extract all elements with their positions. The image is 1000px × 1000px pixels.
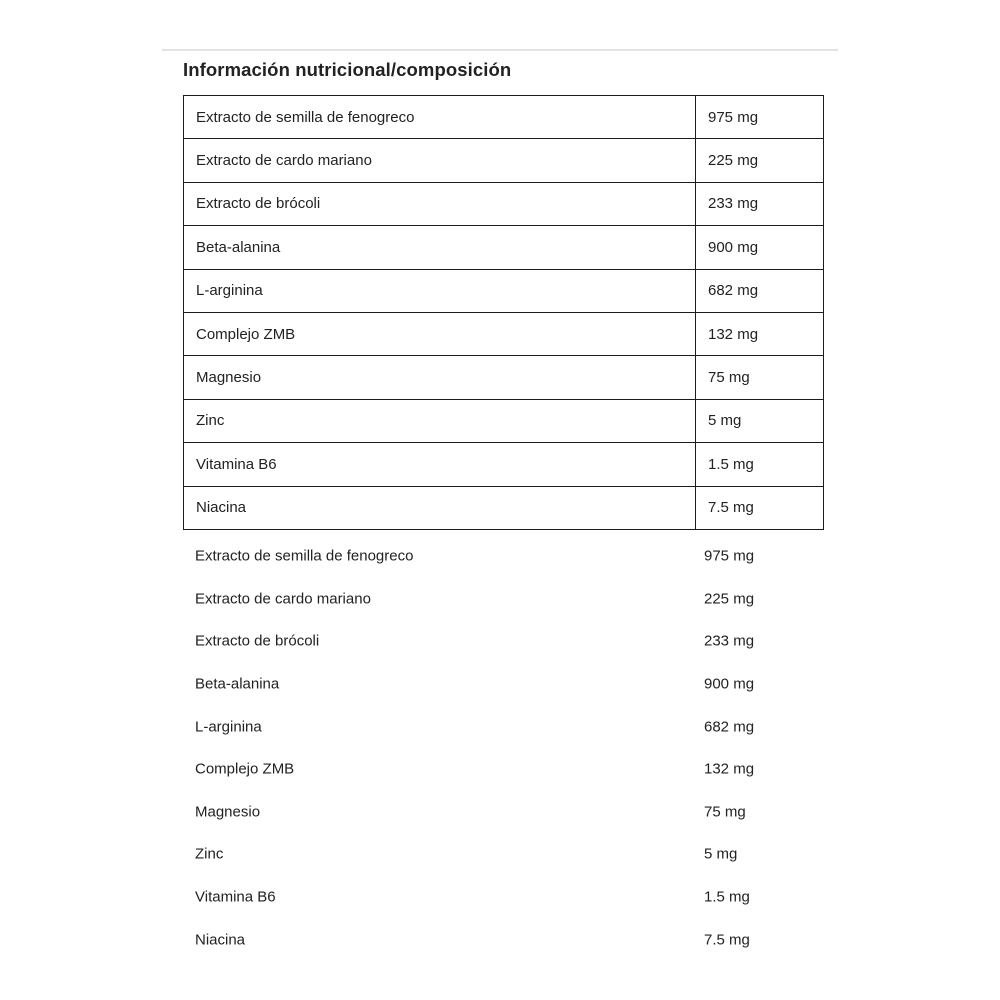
ingredient-amount: 900 mg (696, 226, 824, 269)
list-item (183, 833, 823, 876)
ingredient-name: L-arginina (195, 718, 262, 736)
ingredient-name: Magnesio (184, 356, 696, 399)
ingredient-amount: 233 mg (704, 632, 755, 650)
ingredient-amount: 7.5 mg (696, 486, 824, 529)
ingredient-name: L-arginina (184, 269, 696, 312)
ingredient-amount: 225 mg (696, 139, 824, 182)
ingredient-amount: 5 mg (696, 399, 824, 442)
nutrition-list-plain (183, 535, 823, 961)
table-row (184, 139, 824, 182)
ingredient-name: Vitamina B6 (184, 443, 696, 486)
ingredient-name: Extracto de semilla de fenogreco (195, 547, 414, 565)
table-row (184, 226, 824, 269)
table-row (184, 443, 824, 486)
ingredient-amount: 900 mg (704, 675, 755, 693)
ingredient-name: Vitamina B6 (195, 888, 276, 906)
table-row (184, 312, 824, 355)
ingredient-amount: 682 mg (704, 718, 755, 736)
table-row (184, 182, 824, 225)
table-row (184, 269, 824, 312)
ingredient-name: Niacina (195, 931, 246, 949)
ingredient-amount: 975 mg (696, 96, 824, 139)
ingredient-amount: 75 mg (704, 803, 746, 821)
ingredient-name: Zinc (195, 845, 224, 863)
list-item (183, 663, 823, 706)
list-item (183, 535, 823, 578)
ingredient-amount: 682 mg (696, 269, 824, 312)
top-divider (162, 49, 838, 51)
ingredient-name: Complejo ZMB (184, 312, 696, 355)
ingredient-name: Beta-alanina (195, 675, 280, 693)
table-row (184, 96, 824, 139)
list-item (183, 620, 823, 663)
ingredient-name: Extracto de brócoli (184, 182, 696, 225)
list-item (183, 748, 823, 791)
list-item (183, 791, 823, 834)
list-item (183, 918, 823, 961)
ingredient-name: Extracto de cardo mariano (184, 139, 696, 182)
ingredient-amount: 225 mg (704, 590, 755, 608)
ingredient-name: Complejo ZMB (195, 760, 295, 778)
ingredient-name: Extracto de semilla de fenogreco (184, 96, 696, 139)
table-row (184, 399, 824, 442)
ingredient-name: Beta-alanina (184, 226, 696, 269)
list-item (183, 705, 823, 748)
section-title: Información nutricional/composición (183, 59, 512, 80)
ingredient-amount: 132 mg (704, 760, 755, 778)
table-row (184, 486, 824, 529)
ingredient-amount: 75 mg (696, 356, 824, 399)
ingredient-amount: 1.5 mg (704, 888, 750, 906)
ingredient-name: Niacina (184, 486, 696, 529)
ingredient-amount: 975 mg (704, 547, 755, 565)
ingredient-amount: 1.5 mg (696, 443, 824, 486)
ingredient-amount: 7.5 mg (704, 931, 750, 949)
list-item (183, 578, 823, 621)
table-row (184, 356, 824, 399)
list-item (183, 876, 823, 919)
ingredient-name: Extracto de cardo mariano (195, 590, 371, 608)
ingredient-name: Zinc (184, 399, 696, 442)
ingredient-amount: 233 mg (696, 182, 824, 225)
nutrition-table-bordered (183, 95, 824, 530)
ingredient-name: Magnesio (195, 803, 261, 821)
ingredient-amount: 5 mg (704, 845, 738, 863)
ingredient-name: Extracto de brócoli (195, 632, 320, 650)
ingredient-amount: 132 mg (696, 312, 824, 355)
